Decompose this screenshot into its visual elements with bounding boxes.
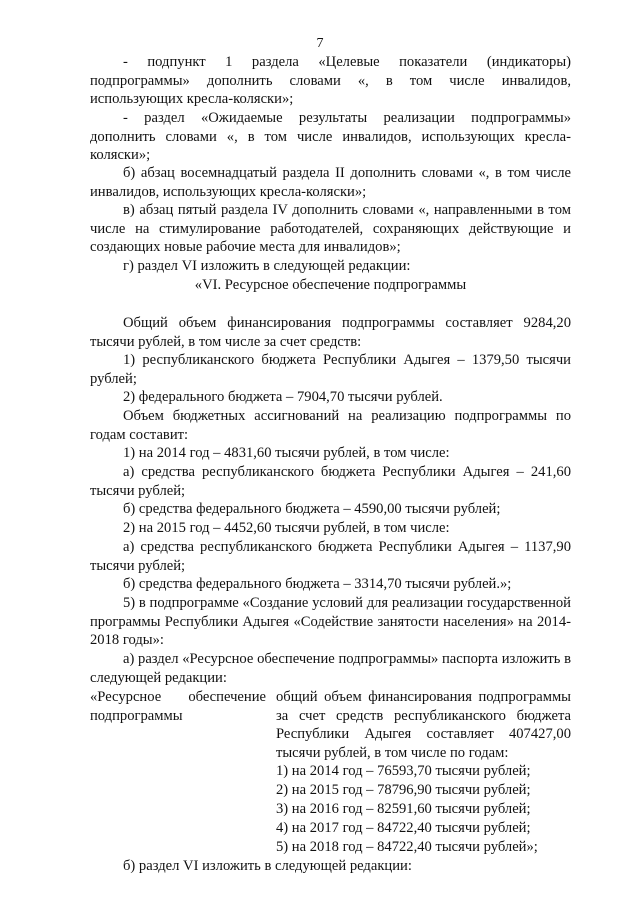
paragraph-passport-section: а) раздел «Ресурсное обеспечение подпрограммы» паспорта изложить в следующей редакции: bbox=[90, 651, 571, 686]
section-heading: «VI. Ресурсное обеспечение подпрограммы bbox=[194, 277, 467, 293]
page-number: 7 bbox=[316, 36, 324, 51]
paragraph-2014-federal: б) средства федерального бюджета – 4590,00 тысячи рублей; bbox=[123, 501, 501, 517]
paragraph-b-section-6: б) раздел VI изложить в следующей редакции: bbox=[123, 858, 412, 874]
paragraph-total-financing: Общий объем финансирования подпрограммы составляет 9284,20 тысячи рублей, в том числе за счет средств: bbox=[90, 315, 571, 350]
paragraph-subprogram-5: 5) в подпрограмме «Создание условий для реализации государственной программы Республики Адыгея «Содействие занятости населения» на 2014-2018 годы»: bbox=[90, 595, 571, 649]
paragraph-2014-total: 1) на 2014 год – 4831,60 тысячи рублей, в том числе: bbox=[123, 445, 450, 461]
table-label-resource-support: «Ресурсное обеспечение подпрограммы bbox=[90, 689, 266, 724]
table-year-2014: 1) на 2014 год – 76593,70 тысячи рублей; bbox=[276, 763, 531, 779]
paragraph-2014-republican: а) средства республиканского бюджета Республики Адыгея – 241,60 тысячи рублей; bbox=[90, 464, 571, 499]
paragraph-2015-republican: а) средства республиканского бюджета Республики Адыгея – 1137,90 тысячи рублей; bbox=[90, 539, 571, 574]
paragraph-republican-budget: 1) республиканского бюджета Республики Адыгея – 1379,50 тысячи рублей; bbox=[90, 352, 571, 387]
table-year-2016: 3) на 2016 год – 82591,60 тысячи рублей; bbox=[276, 801, 531, 817]
paragraph-g-section-6: г) раздел VI изложить в следующей редакции: bbox=[123, 258, 411, 274]
paragraph-subpoint-1: - подпункт 1 раздела «Целевые показатели (индикаторы) подпрограммы» дополнить словами «, в том числе инвалидов, использующих кресла-коляски»; bbox=[90, 54, 571, 108]
table-year-2017: 4) на 2017 год – 84722,40 тысячи рублей; bbox=[276, 820, 531, 836]
paragraph-federal-budget: 2) федерального бюджета – 7904,70 тысячи рублей. bbox=[123, 389, 443, 405]
paragraph-expected-results: - раздел «Ожидаемые результаты реализации подпрограммы» дополнить словами «, в том числе инвалидов, использующих кресла-коляски»; bbox=[90, 110, 571, 164]
paragraph-2015-federal: б) средства федерального бюджета – 3314,70 тысячи рублей.»; bbox=[123, 576, 512, 592]
paragraph-b-section-2: б) абзац восемнадцатый раздела II дополнить словами «, в том числе инвалидов, использующих кресла-коляски»; bbox=[90, 165, 571, 200]
paragraph-v-section-4: в) абзац пятый раздела IV дополнить словами «, направленными в том числе на стимулирование работодателей, сохраняющих действующие и создающих новые рабочие места для инвалидов»; bbox=[90, 202, 571, 256]
paragraph-2015-total: 2) на 2015 год – 4452,60 тысячи рублей, в том числе: bbox=[123, 520, 450, 536]
table-year-2015: 2) на 2015 год – 78796,90 тысячи рублей; bbox=[276, 782, 531, 798]
table-value-financing: общий объем финансирования подпрограммы за счет средств республиканского бюджета Республики Адыгея составляет 407427,00 тысячи рублей, в том числе по годам: bbox=[276, 689, 571, 761]
table-year-2018: 5) на 2018 год – 84722,40 тысячи рублей»; bbox=[276, 839, 538, 855]
paragraph-allocations-by-year: Объем бюджетных ассигнований на реализацию подпрограммы по годам составит: bbox=[90, 408, 571, 443]
